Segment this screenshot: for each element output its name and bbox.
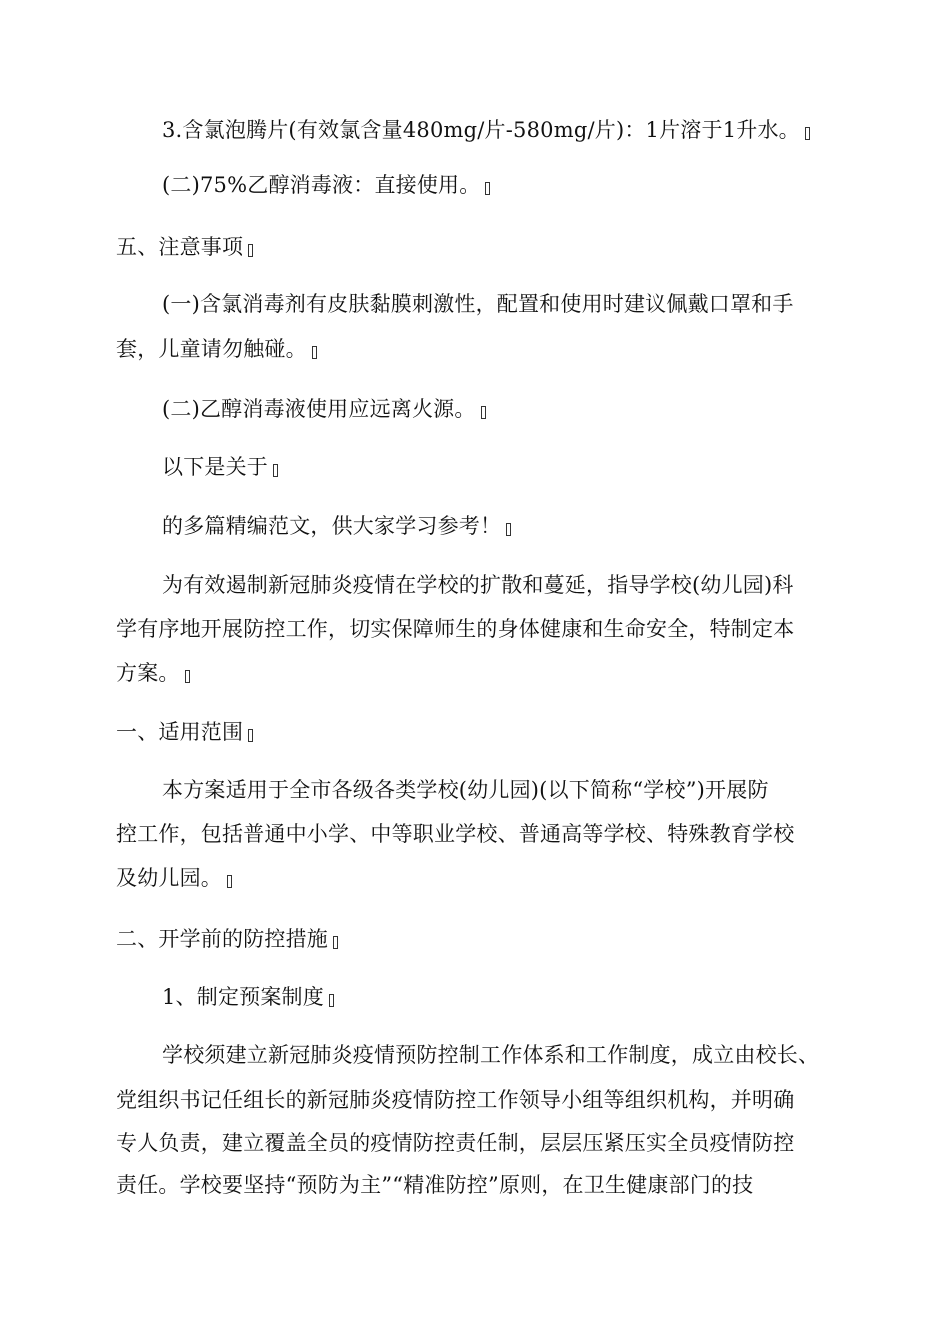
- text-line: [116, 1129, 794, 1157]
- line-text: 二、开学前的防控措施: [116, 927, 328, 951]
- text-line: [162, 571, 794, 599]
- paragraph-mark-icon: [185, 670, 190, 683]
- text-line: [116, 659, 190, 687]
- line-text: 套，儿童请勿触碰。: [116, 337, 307, 361]
- text-line: [162, 290, 794, 318]
- paragraph-mark-icon: [481, 406, 486, 419]
- text-line: [162, 395, 486, 423]
- paragraph-mark-icon: [248, 729, 253, 742]
- paragraph-mark-icon: [273, 464, 278, 477]
- line-text: (二)乙醇消毒液使用应远离火源。: [162, 397, 476, 421]
- text-line: [116, 1086, 794, 1114]
- line-text: 控工作，包括普通中小学、中等职业学校、普通高等学校、特殊教育学校: [116, 822, 795, 846]
- line-text: 党组织书记任组长的新冠肺炎疫情防控工作领导小组等组织机构，并明确: [116, 1088, 795, 1112]
- paragraph-mark-icon: [805, 127, 810, 140]
- line-text: (一)含氯消毒剂有皮肤黏膜刺激性，配置和使用时建议佩戴口罩和手: [162, 292, 794, 316]
- text-line: [162, 983, 334, 1011]
- line-text: 及幼儿园。: [116, 866, 222, 890]
- line-text: 五、注意事项: [116, 235, 244, 259]
- text-line: [116, 1171, 753, 1199]
- line-text: (二)75%乙醇消毒液：直接使用。: [162, 173, 481, 197]
- text-line: [116, 335, 317, 363]
- text-line: [162, 1041, 819, 1069]
- line-text: 1、制定预案制度: [162, 985, 324, 1009]
- line-text: 学校须建立新冠肺炎疫情预防控制工作体系和工作制度，成立由校长、: [162, 1043, 820, 1067]
- line-text: 为有效遏制新冠肺炎疫情在学校的扩散和蔓延，指导学校(幼儿园)科: [162, 573, 794, 597]
- paragraph-mark-icon: [506, 523, 511, 536]
- paragraph-mark-icon: [485, 182, 490, 195]
- line-text: 学有序地开展防控工作，切实保障师生的身体健康和生命安全，特制定本: [116, 617, 795, 641]
- paragraph-mark-icon: [329, 994, 334, 1007]
- paragraph-mark-icon: [248, 244, 253, 257]
- text-line: [116, 820, 794, 848]
- paragraph-mark-icon: [312, 346, 317, 359]
- line-text: 以下是关于: [162, 455, 268, 479]
- text-line: [116, 864, 232, 892]
- line-text: 责任。学校要坚持“预防为主”“精准防控”原则，在卫生健康部门的技: [116, 1173, 754, 1197]
- line-text: 3.含氯泡腾片(有效氯含量480mg/片-580mg/片)：1片溶于1升水。: [162, 118, 800, 142]
- text-line: [162, 453, 278, 481]
- section-heading: [116, 718, 253, 746]
- line-text: 的多篇精编范文，供大家学习参考！: [162, 514, 502, 538]
- text-line: [162, 776, 769, 804]
- line-text: 本方案适用于全市各级各类学校(幼儿园)(以下简称“学校”)开展防: [162, 778, 769, 802]
- paragraph-mark-icon: [333, 936, 338, 949]
- section-heading: [116, 233, 253, 261]
- line-text: 专人负责，建立覆盖全员的疫情防控责任制，层层压紧压实全员疫情防控: [116, 1131, 795, 1155]
- text-line: [116, 615, 794, 643]
- line-text: 方案。: [116, 661, 180, 685]
- text-line: [162, 512, 511, 540]
- text-line: [162, 116, 810, 144]
- text-line: [162, 171, 490, 199]
- line-text: 一、适用范围: [116, 720, 244, 744]
- section-heading: [116, 925, 338, 953]
- paragraph-mark-icon: [227, 875, 232, 888]
